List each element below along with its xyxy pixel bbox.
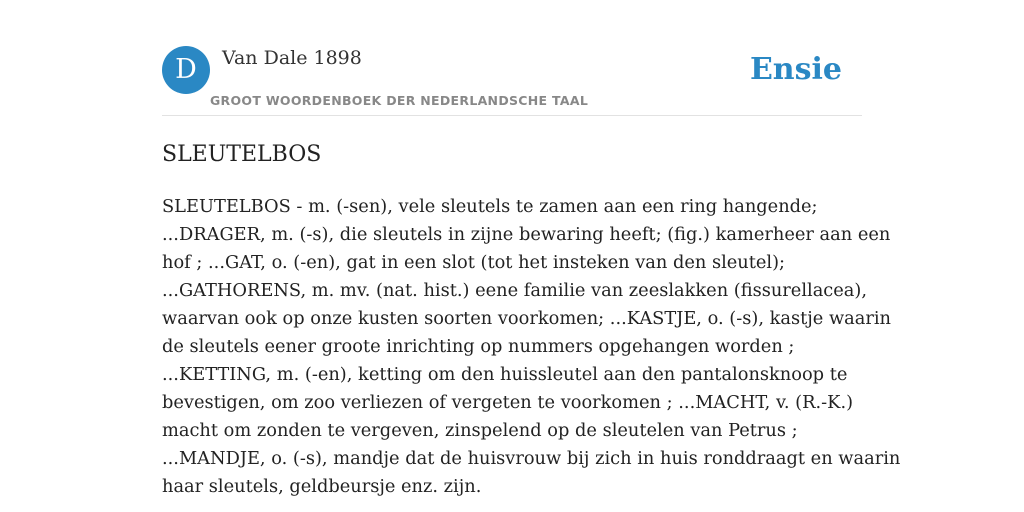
definition-line: ...KETTING, m. (-en), ketting om den huissleutel aan den pantalonsknoop te bbox=[162, 364, 848, 385]
source-logo[interactable]: D bbox=[162, 46, 210, 94]
header-divider bbox=[162, 115, 862, 116]
definition-line: ...GATHORENS, m. mv. (nat. hist.) eene familie van zeeslakken (fissurellacea), bbox=[162, 280, 867, 301]
definition-line: SLEUTELBOS - m. (-sen), vele sleutels te zamen aan een ring hangende; bbox=[162, 196, 818, 217]
entry-title: SLEUTELBOS bbox=[162, 142, 322, 167]
entry-definition bbox=[162, 193, 901, 501]
definition-line: ...DRAGER, m. (-s), die sleutels in zijne bewaring heeft; (fig.) kamerheer aan een bbox=[162, 224, 891, 245]
definition-line: haar sleutels, geldbeursje enz. zijn. bbox=[162, 476, 482, 497]
definition-line: bevestigen, om zoo verliezen of vergeten te voorkomen ; ...MACHT, v. (R.-K.) bbox=[162, 392, 854, 413]
definition-line: de sleutels eener groote inrichting op nummers opgehangen worden ; bbox=[162, 336, 795, 357]
source-title[interactable]: Van Dale 1898 bbox=[222, 47, 362, 69]
source-subtitle: GROOT WOORDENBOEK DER NEDERLANDSCHE TAAL bbox=[210, 93, 589, 108]
definition-line: macht om zonden te vergeven, zinspelend op de sleutelen van Petrus ; bbox=[162, 420, 798, 441]
brand-logo[interactable]: Ensie bbox=[749, 52, 842, 87]
definition-line: ...MANDJE, o. (-s), mandje dat de huisvrouw bij zich in huis ronddraagt en waarin bbox=[162, 448, 901, 469]
page-header bbox=[162, 46, 862, 116]
definition-line: waarvan ook op onze kusten soorten voorkomen; ...KASTJE, o. (-s), kastje waarin bbox=[162, 308, 892, 329]
definition-line: hof ; ...GAT, o. (-en), gat in een slot (tot het insteken van den sleutel); bbox=[162, 252, 786, 273]
